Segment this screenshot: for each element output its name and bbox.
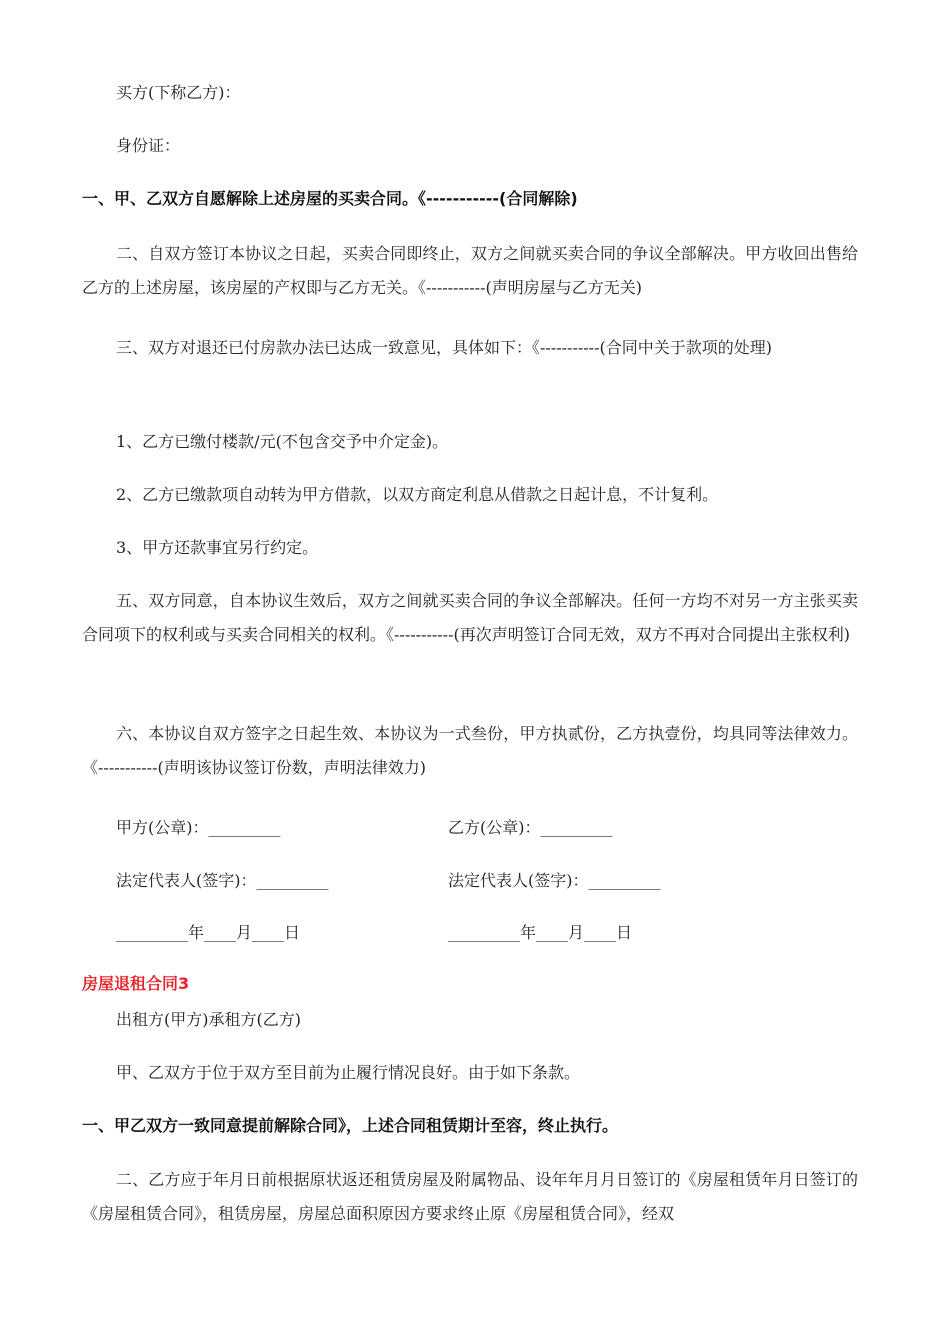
party-b-representative: 法定代表人(签字)：_________: [448, 871, 661, 890]
clause-2-paragraph: 二、自双方签订本协议之日起，买卖合同即终止，双方之间就买卖合同的争议全部解决。甲方收回出售给乙方的上述房屋，该房屋的产权即与乙方无关。《-----------(声明房屋与乙方无关): [82, 244, 858, 297]
rental-parties-line: 出租方(甲方)承租方(乙方): [116, 1010, 301, 1029]
rental-clause-2-paragraph: 二、乙方应于年月日前根据原状返还租赁房屋及附属物品、设年年月月日签订的《房屋租赁年月日签订的《房屋租赁合同》，租赁房屋，房屋总面积原因方要求终止原《房屋租赁合同》，经双: [82, 1170, 858, 1223]
rental-clause-1-heading: 一、甲乙双方一致同意提前解除合同》，上述合同租赁期计至容，终止执行。: [82, 1116, 619, 1135]
clause-3-paragraph: 三、双方对退还已付房款办法已达成一致意见，具体如下：《-----------(合同中关于款项的处理): [116, 338, 772, 357]
clause-5-paragraph: 五、双方同意，自本协议生效后，双方之间就买卖合同的争议全部解决。任何一方均不对另一方主张买卖合同项下的权利或与买卖合同相关的权利。《-----------(再次声明签订合同无效，双方不再对合同提出主张权利): [82, 591, 858, 644]
clause-1-heading: 一、甲、乙双方自愿解除上述房屋的买卖合同。《-----------(合同解除): [82, 189, 578, 208]
party-a-representative: 法定代表人(签字)：_________: [116, 871, 329, 890]
id-card-line: 身份证：: [116, 136, 181, 155]
clause-6-paragraph: 六、本协议自双方签字之日起生效、本协议为一式叁份，甲方执贰份，乙方执壹份，均具同等法律效力。《-----------(声明该协议签订份数，声明法律效力): [82, 724, 858, 777]
party-b-seal: 乙方(公章)：_________: [448, 818, 613, 837]
item-3: 3、甲方还款事宜另行约定。: [116, 538, 319, 557]
party-b-date: _________年____月____日: [448, 923, 633, 942]
section-heading: 房屋退租合同3: [82, 974, 190, 993]
party-a-date: _________年____月____日: [116, 923, 301, 942]
item-1: 1、乙方已缴付楼款/元(不包含交予中介定金)。: [116, 432, 449, 451]
rental-intro-line: 甲、乙双方于位于双方至目前为止履行情况良好。由于如下条款。: [116, 1063, 581, 1082]
party-a-seal: 甲方(公章)：_________: [116, 818, 281, 837]
buyer-line: 买方(下称乙方)：: [116, 83, 241, 102]
item-2: 2、乙方已缴款项自动转为甲方借款，以双方商定利息从借款之日起计息，不计复利。: [116, 485, 719, 504]
